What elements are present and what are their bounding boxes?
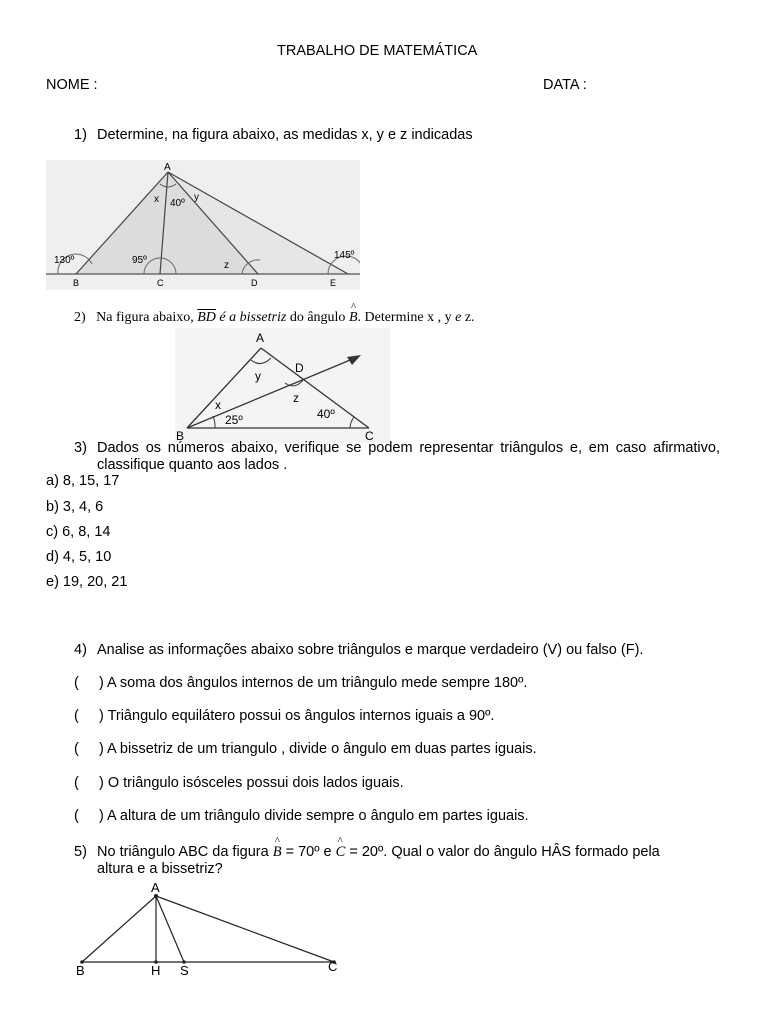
q5-angle-b: ^ B xyxy=(273,844,282,861)
q3-item-e: e) 19, 20, 21 xyxy=(46,574,128,590)
q2-angle-40: 40º xyxy=(317,407,335,421)
q4-item-3: ( ) A bissetriz de um triangulo , divide o ângulo em duas partes iguais. xyxy=(74,741,537,757)
q2-label-c: C xyxy=(365,429,374,443)
q2-segment-bd: $\overline{BD}$ xyxy=(197,310,216,325)
q2-label-a: A xyxy=(256,331,265,345)
q2-text-3: do ângulo xyxy=(289,310,346,325)
q2-label-y: y xyxy=(255,369,261,383)
q2-text-e: e xyxy=(455,310,462,325)
q2-label-z: z xyxy=(293,391,299,405)
q3-text: Dados os números abaixo, verifique se podem representar triângulos e, em caso afirmativo, classifique quanto aos lados . xyxy=(97,440,720,473)
q1-label-z: z xyxy=(224,260,229,271)
q2-label-d: D xyxy=(295,361,304,375)
q2-text-1: Na figura abaixo, xyxy=(96,310,194,325)
q5-number: 5) xyxy=(74,844,87,860)
q5-angle-c: ^ C xyxy=(336,844,346,861)
q3-item-a: a) 8, 15, 17 xyxy=(46,473,120,489)
q5-label-s: S xyxy=(180,963,189,978)
q3-item-b: b) 3, 4, 6 xyxy=(46,499,104,515)
q2-label-b: B xyxy=(176,429,185,443)
q1-label-y: y xyxy=(194,192,199,203)
date-label: DATA : xyxy=(543,77,587,93)
q1-angle-145: 145º xyxy=(334,250,355,261)
q1-label-a: A xyxy=(164,162,171,173)
q1-label-e: E xyxy=(330,278,337,288)
q2-figure xyxy=(175,328,390,443)
page-title: TRABALHO DE MATEMÁTICA xyxy=(277,43,478,59)
q1-angle-95: 95º xyxy=(132,255,147,266)
q4-number: 4) xyxy=(74,642,87,658)
q1-label-d: D xyxy=(251,278,258,288)
q5-label-a: A xyxy=(151,880,160,895)
q2-text-5: z. xyxy=(464,310,475,325)
q4-item-4: ( ) O triângulo isósceles possui dois lados iguais. xyxy=(74,775,404,791)
q5-label-b: B xyxy=(76,963,85,978)
q5-label-c: C xyxy=(328,959,338,974)
q3-item-c: c) 6, 8, 14 xyxy=(46,524,111,540)
q5-text-3: = 20º. Qual o valor do ângulo HÂS formado pela xyxy=(349,844,660,860)
q1-label-b: B xyxy=(73,278,80,288)
q2-angle-25: 25º xyxy=(225,413,243,427)
q1-label-x: x xyxy=(154,194,159,205)
q1-figure xyxy=(46,160,360,290)
q2-text-4: . Determine x , y xyxy=(357,310,452,325)
q1-label-c: C xyxy=(157,278,164,288)
q3-item-d: d) 4, 5, 10 xyxy=(46,549,112,565)
q3-number: 3) xyxy=(74,440,87,456)
q2-angle-b: ^ B xyxy=(349,310,358,326)
name-label: NOME : xyxy=(46,77,98,93)
q2-label-x: x xyxy=(215,398,221,412)
q2-text-2: é a xyxy=(219,310,237,325)
q4-item-5: ( ) A altura de um triângulo divide sempre o ângulo em partes iguais. xyxy=(74,808,529,824)
q5-label-h: H xyxy=(151,963,161,978)
q5-text-2: = 70º e xyxy=(285,844,332,860)
q1-angle-40: 40º xyxy=(170,198,185,209)
q1-text: Determine, na figura abaixo, as medidas x, y e z indicadas xyxy=(97,127,473,143)
q2-number: 2) xyxy=(74,310,86,325)
q5-figure xyxy=(72,878,347,978)
q1-angle-130: 130º xyxy=(54,255,75,266)
q5-line-1 xyxy=(97,844,660,861)
q4-item-1: ( ) A soma dos ângulos internos de um triângulo mede sempre 180º. xyxy=(74,675,528,691)
q4-text: Analise as informações abaixo sobre triângulos e marque verdadeiro (V) ou falso (F). xyxy=(97,642,644,658)
q5-line-2: altura e a bissetriz? xyxy=(97,861,223,877)
q4-item-2: ( ) Triângulo equilátero possui os ângulos internos iguais a 90º. xyxy=(74,708,495,724)
q5-text-1: No triângulo ABC da figura xyxy=(97,844,269,860)
q2-statement xyxy=(74,310,475,326)
q1-number: 1) xyxy=(74,127,87,143)
q2-bissetriz: bissetriz xyxy=(239,310,287,325)
